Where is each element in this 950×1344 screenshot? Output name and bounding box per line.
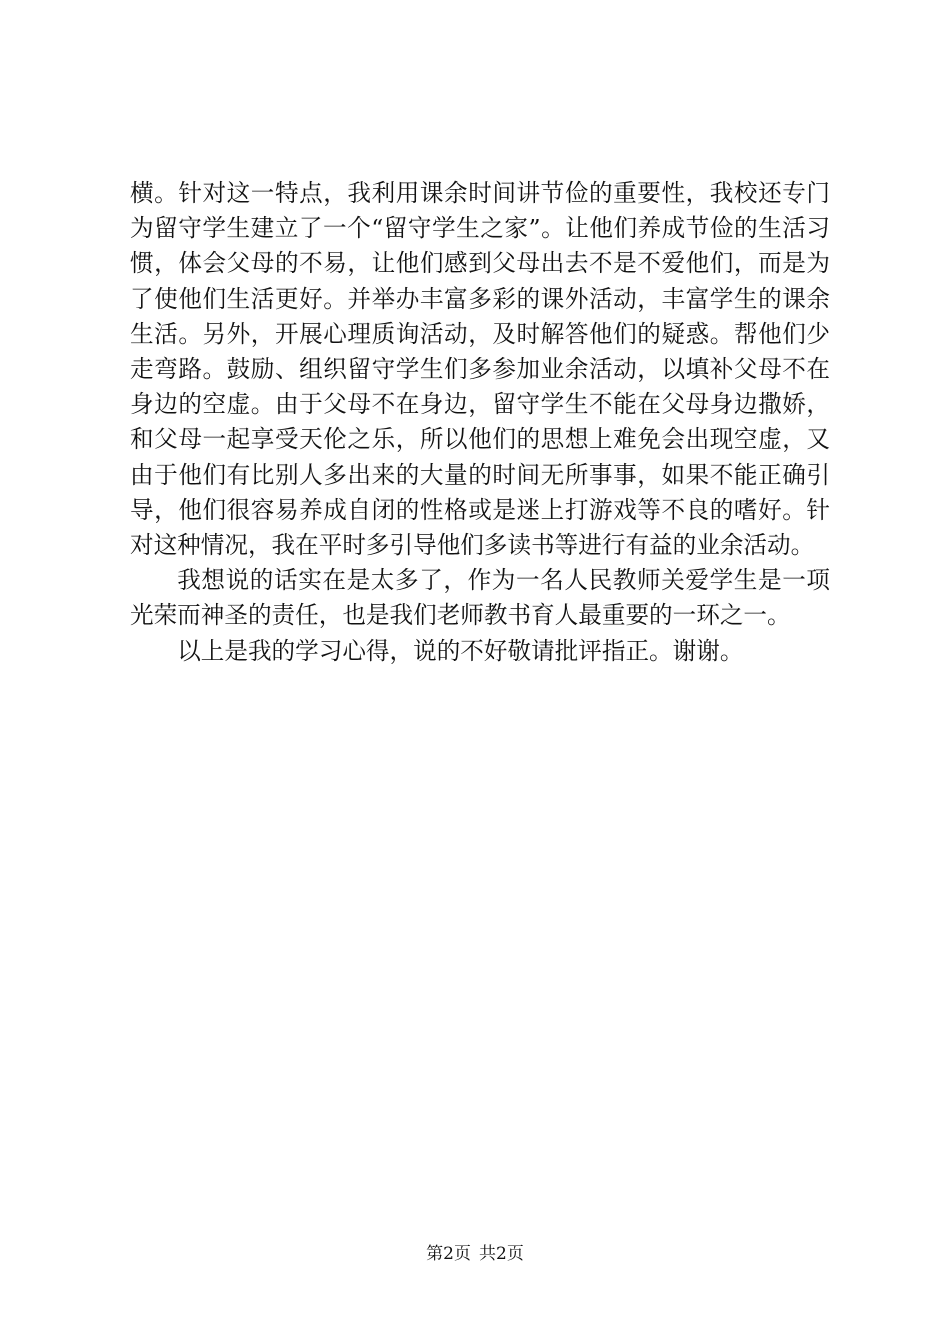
page-footer: [0, 1243, 950, 1265]
paragraph-3: 以上是我的学习心得，说的不好敬请批评指正。谢谢。: [177, 636, 744, 665]
page-number: 第2页: [426, 1244, 471, 1264]
paragraph-1: 横。针对这一特点，我利用课余时间讲节俭的重要性，我校还专门为留守学生建立了一个“留守学生之家”。让他们养成节俭的生活习惯，体会父母的不易，让他们感到父母出去不是不爱他们，而是为了使他们生活更好。并举办丰富多彩的课外活动，丰富学生的课余生活。另外，开展心理质询活动，及时解答他们的疑惑。帮他们少走弯路。鼓励、组织留守学生们多参加业余活动，以填补父母不在身边的空虚。由于父母不在身边，留守学生不能在父母身边撒娇，和父母一起享受天伦之乐，所以他们的思想上难免会出现空虚，又由于他们有比别人多出来的大量的时间无所事事，如果不能正确引导，他们很容易养成自闭的性格或是迷上打游戏等不良的嗜好。针对这种情况，我在平时多引导他们多读书等进行有益的业余活动。: [130, 179, 830, 560]
paragraph-2: 我想说的话实在是太多了，作为一名人民教师关爱学生是一项光荣而神圣的责任，也是我们老师教书育人最重要的一环之一。: [130, 566, 830, 630]
page-total: 共2页: [479, 1244, 524, 1264]
body-text: [130, 176, 830, 669]
